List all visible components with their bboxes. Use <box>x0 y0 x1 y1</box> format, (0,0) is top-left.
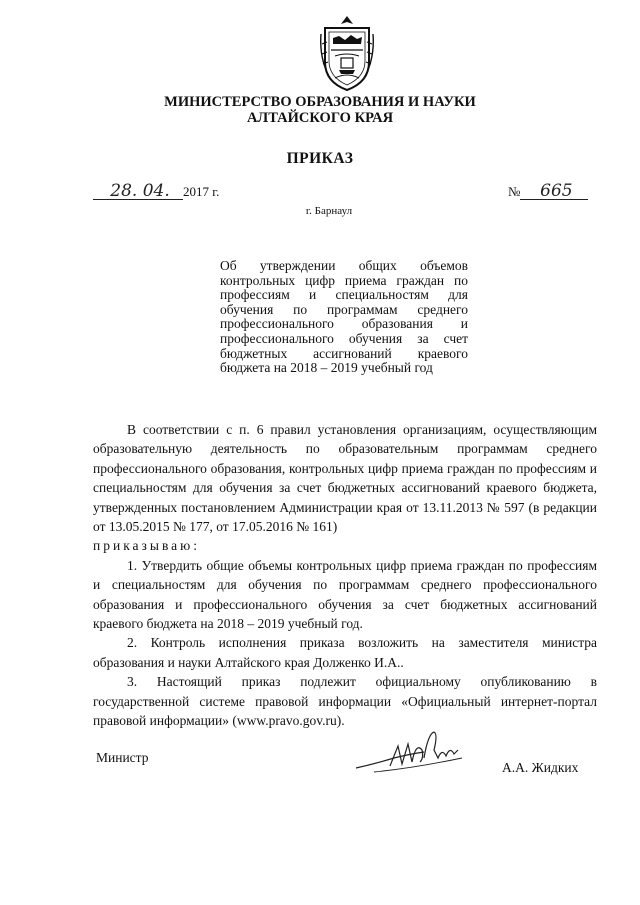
ministry-name <box>150 94 490 126</box>
signatory-name: А.А. Жидких <box>502 760 579 775</box>
order-item-3: 3. Настоящий приказ подлежит официальному опубликованию в государственной системе правовой информации «Официальный интернет-портал правовой информации» (www.pravo.gov.ru). <box>93 674 597 729</box>
date-year: 2017 г. <box>183 184 220 199</box>
order-item-2: 2. Контроль исполнения приказа возложить на заместителя министра образования и науки Алтайского края Долженко И.А.. <box>93 635 597 670</box>
city-label: г. Барнаул <box>305 205 353 217</box>
coat-of-arms-icon <box>319 14 375 92</box>
handwritten-number: 665 <box>520 183 588 200</box>
order-date <box>93 183 219 200</box>
preamble-paragraph: В соответствии с п. 6 правил установления организациям, осуществляющим образовательную деятельность по образовательным программам среднего профессионального образования, контрольных цифр приема граждан по профессиям и специальностям для обучения за счет бюджетных ассигнований краевого бюджета, утвержденных постановлением Администрации края от 13.11.2013 № 597 (в редакции от 13.05.2015 № 177, от 17.05.2016 № 161) <box>93 422 597 535</box>
ministry-line-1: МИНИСТЕРСТВО ОБРАЗОВАНИЯ И НАУКИ <box>164 94 476 110</box>
order-word: приказываю: <box>93 538 200 554</box>
handwritten-date: 28. 04. <box>93 183 183 200</box>
ministry-line-2: АЛТАЙСКОГО КРАЯ <box>246 110 394 126</box>
order-word-paragraph <box>93 536 597 555</box>
signatory-title: Министр <box>96 750 149 765</box>
number-sign: № <box>508 184 521 199</box>
order-body <box>93 420 597 731</box>
order-subject: Об утверждении общих объемов контрольных цифр приема граждан по профессиям и специальностям для обучения по программам среднего профессионального образования и профессионального обучения за счет бюджетных ассигнований краевого бюджета на 2018 – 2019 учебный год <box>220 258 468 376</box>
handwritten-signature <box>354 728 474 780</box>
order-number <box>508 183 588 200</box>
order-item-1: 1. Утвердить общие объемы контрольных цифр приема граждан по профессиям и специальностям для обучения по программам среднего профессионального образования и профессионального обучения за счет бюджетных ассигнований краевого бюджета на 2018 – 2019 учебный год. <box>93 557 597 632</box>
document-type-title: ПРИКАЗ <box>286 150 354 167</box>
